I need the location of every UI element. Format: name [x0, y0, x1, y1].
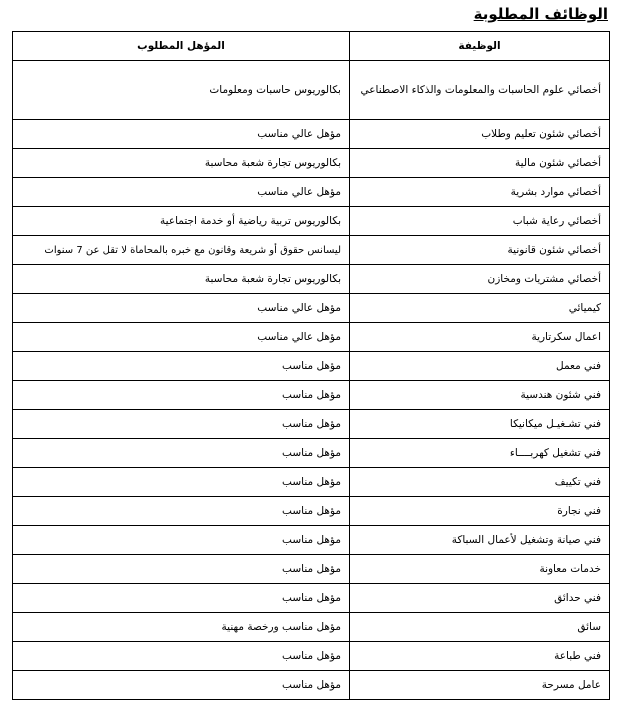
qualification-cell: مؤهل مناسب: [13, 584, 350, 613]
qualification-cell: بكالوريوس تجارة شعبة محاسبة: [13, 265, 350, 294]
qualification-cell: مؤهل مناسب: [13, 439, 350, 468]
qualification-cell: مؤهل مناسب: [13, 555, 350, 584]
qualification-cell: بكالوريوس تجارة شعبة محاسبة: [13, 149, 350, 178]
job-cell: أخصائي رعاية شباب: [350, 207, 610, 236]
job-cell: فني تشـغيـل ميكانيكا: [350, 410, 610, 439]
table-row: [13, 613, 610, 642]
job-cell: عامل مسرحة: [350, 671, 610, 700]
table-row: [13, 149, 610, 178]
jobs-table: [12, 31, 610, 700]
job-cell: أخصائي شئون تعليم وطلاب: [350, 120, 610, 149]
table-row: [13, 265, 610, 294]
job-cell: فني تكييف: [350, 468, 610, 497]
table-row: [13, 61, 610, 120]
table-row: [13, 526, 610, 555]
qualification-cell: بكالوريوس تربية رياضية أو خدمة اجتماعية: [13, 207, 350, 236]
job-cell: فني طباعة: [350, 642, 610, 671]
table-row: [13, 236, 610, 265]
qualification-cell: مؤهل مناسب: [13, 497, 350, 526]
table-row: [13, 439, 610, 468]
table-row: [13, 671, 610, 700]
job-cell: اعمال سكرتارية: [350, 323, 610, 352]
job-cell: سائق: [350, 613, 610, 642]
job-column-header: الوظيفة: [350, 32, 610, 61]
job-cell: خدمات معاونة: [350, 555, 610, 584]
page-title: الوظائف المطلوبة: [473, 5, 608, 23]
qualification-cell: بكالوريوس حاسبات ومعلومات: [13, 61, 350, 120]
table-header-row: [13, 32, 610, 61]
table-row: [13, 207, 610, 236]
job-cell: أخصائي شئون قانونية: [350, 236, 610, 265]
job-cell: فني نجارة: [350, 497, 610, 526]
table-row: [13, 323, 610, 352]
qualification-cell: مؤهل مناسب: [13, 671, 350, 700]
qualification-cell: مؤهل عالي مناسب: [13, 323, 350, 352]
job-cell: كيميائي: [350, 294, 610, 323]
qualification-cell: مؤهل مناسب: [13, 381, 350, 410]
qualification-cell: مؤهل مناسب: [13, 468, 350, 497]
job-cell: أخصائي علوم الحاسبات والمعلومات والذكاء الاصطناعي: [350, 61, 610, 120]
job-cell: أخصائي مشتريات ومخازن: [350, 265, 610, 294]
table-row: [13, 497, 610, 526]
table-row: [13, 555, 610, 584]
table-row: [13, 381, 610, 410]
qualification-cell: مؤهل مناسب: [13, 642, 350, 671]
qualification-cell: مؤهل مناسب ورخصة مهنية: [13, 613, 350, 642]
qualification-cell: مؤهل مناسب: [13, 526, 350, 555]
qualification-column-header: المؤهل المطلوب: [13, 32, 350, 61]
table-row: [13, 410, 610, 439]
table-row: [13, 178, 610, 207]
job-cell: فني صيانة وتشغيل لأعمال السباكة: [350, 526, 610, 555]
qualification-cell: مؤهل عالي مناسب: [13, 294, 350, 323]
qualification-cell: مؤهل عالي مناسب: [13, 178, 350, 207]
table-row: [13, 120, 610, 149]
job-cell: فني معمل: [350, 352, 610, 381]
table-row: [13, 642, 610, 671]
table-row: [13, 294, 610, 323]
job-cell: فني شئون هندسية: [350, 381, 610, 410]
job-cell: فني حدائق: [350, 584, 610, 613]
job-cell: أخصائي شئون مالية: [350, 149, 610, 178]
qualification-cell: مؤهل مناسب: [13, 410, 350, 439]
job-cell: فني تشغيل كهربــــاء: [350, 439, 610, 468]
table-row: [13, 584, 610, 613]
table-row: [13, 468, 610, 497]
job-cell: أخصائي موارد بشرية: [350, 178, 610, 207]
qualification-cell: ليسانس حقوق أو شريعة وقانون مع خبره بالمحاماة لا تقل عن 7 سنوات: [13, 236, 350, 265]
qualification-cell: مؤهل عالي مناسب: [13, 120, 350, 149]
table-row: [13, 352, 610, 381]
qualification-cell: مؤهل مناسب: [13, 352, 350, 381]
